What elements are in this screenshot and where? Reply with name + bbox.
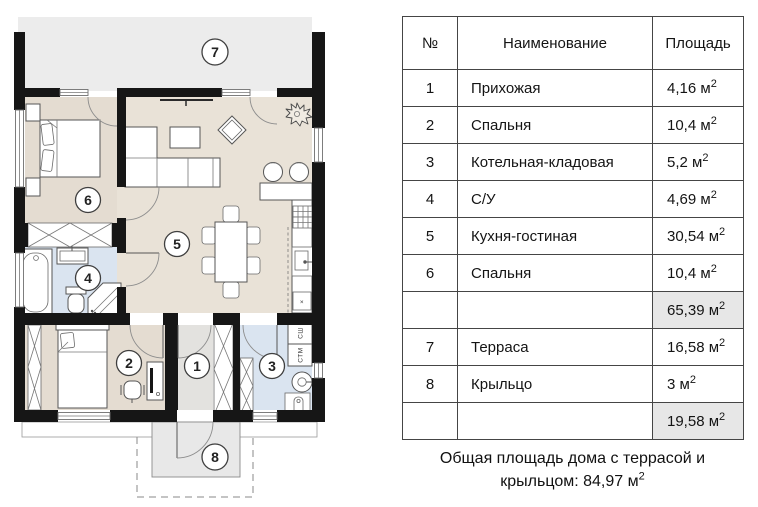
svg-text:1: 1 [193, 358, 201, 374]
pillow [41, 149, 54, 171]
cell-name: Спальня [458, 255, 653, 292]
cell-num: 4 [403, 181, 458, 218]
cell-name: Спальня [458, 107, 653, 144]
table-row [403, 70, 744, 107]
wardrobe [28, 223, 112, 247]
cabinet-mark: × [299, 299, 305, 306]
total-note-line1: Общая площадь дома с террасой и [439, 450, 706, 467]
closet [214, 323, 233, 415]
porch-area [152, 422, 240, 477]
cell-name: Крыльцо [458, 366, 653, 403]
cell-name: Терраса [458, 329, 653, 366]
cell-area: 10,4 $м^2$ [653, 107, 744, 144]
chair [202, 257, 216, 274]
room-label-1 [185, 354, 210, 379]
cell-num: 5 [403, 218, 458, 255]
header-area: Площадь [653, 17, 744, 70]
cell-name: Кухня-гостиная [458, 218, 653, 255]
cell-num: 3 [403, 144, 458, 181]
area-table [402, 16, 744, 440]
cell-area: 5,2 $м^2$ [653, 144, 744, 181]
cell-num: 1 [403, 70, 458, 107]
cell-num [403, 292, 458, 329]
room-label-2 [117, 351, 142, 376]
closet [240, 358, 253, 415]
table-row [403, 329, 744, 366]
bar-stool [264, 163, 283, 182]
total-note-line2: крыльцом: 84,97 $м^2$ [500, 470, 645, 490]
table-row [403, 107, 744, 144]
subtotal-row [403, 292, 744, 329]
subtotal-row [403, 403, 744, 440]
pillow [60, 332, 74, 348]
dryer-label: СШ [297, 327, 305, 339]
window [16, 253, 24, 307]
base-cabinet [293, 292, 311, 310]
boiler [292, 372, 312, 392]
terrace-floor [18, 17, 312, 91]
table-row [403, 366, 744, 403]
dryer-unit [288, 322, 312, 344]
room-label-7 [202, 39, 228, 65]
room-label-8 [202, 444, 228, 470]
svg-text:8: 8 [211, 449, 219, 465]
bar-counter [260, 183, 312, 200]
cell-area: 4,16 $м^2$ [653, 70, 744, 107]
cell-name [458, 292, 653, 329]
header-name: Наименование [458, 17, 653, 70]
stove [293, 206, 312, 228]
toilet [66, 287, 86, 313]
pillow [41, 123, 54, 145]
cell-name [458, 403, 653, 440]
chair [223, 282, 239, 298]
kitchen-sink [292, 247, 313, 276]
cell-num [403, 403, 458, 440]
svg-text:5: 5 [173, 236, 181, 252]
nightstand [26, 104, 40, 121]
cell-num: 2 [403, 107, 458, 144]
window [222, 90, 250, 96]
room-label-6 [76, 188, 101, 213]
table-row [403, 218, 744, 255]
window [315, 128, 323, 162]
svg-text:3: 3 [268, 358, 276, 374]
cell-area: 3 $м^2$ [653, 366, 744, 403]
svg-text:6: 6 [84, 192, 92, 208]
coffee-table [170, 127, 200, 148]
room-label-4 [76, 266, 101, 291]
cell-area: 19,58 $м^2$ [653, 403, 744, 440]
cell-num: 7 [403, 329, 458, 366]
cell-area: 10,4 $м^2$ [653, 255, 744, 292]
monitor [150, 368, 153, 393]
desk [147, 362, 163, 400]
cell-name: С/У [458, 181, 653, 218]
chair [246, 227, 260, 244]
cell-area: 30,54 $м^2$ [653, 218, 744, 255]
wardrobe [28, 325, 41, 410]
cell-num: 6 [403, 255, 458, 292]
header-num: № [403, 17, 458, 70]
total-area-note [402, 447, 743, 493]
chair [223, 206, 239, 222]
area-table-panel [402, 16, 743, 440]
window [253, 413, 277, 420]
window [315, 363, 323, 378]
table-row [403, 181, 744, 218]
washer-label: СТМ [297, 347, 305, 363]
nightstand [26, 178, 40, 196]
svg-text:4: 4 [84, 270, 92, 286]
cell-area: 65,39 $м^2$ [653, 292, 744, 329]
cell-num: 8 [403, 366, 458, 403]
table-header-row [403, 17, 744, 70]
bar-stool [290, 163, 309, 182]
cell-area: 4,69 $м^2$ [653, 181, 744, 218]
tub-faucet [34, 256, 39, 261]
window [58, 413, 110, 420]
table-row [403, 255, 744, 292]
cell-area: 16,58 $м^2$ [653, 329, 744, 366]
chair [202, 227, 216, 244]
room-label-5 [165, 232, 190, 257]
table-row [403, 144, 744, 181]
cell-name: Прихожая [458, 70, 653, 107]
dining-table [215, 222, 247, 282]
cell-name: Котельная-кладовая [458, 144, 653, 181]
room-label-3 [260, 354, 285, 379]
chair [246, 257, 260, 274]
window [60, 90, 88, 96]
washer-unit [288, 344, 312, 366]
window [16, 110, 24, 187]
svg-text:7: 7 [211, 44, 219, 60]
svg-text:2: 2 [125, 355, 133, 371]
